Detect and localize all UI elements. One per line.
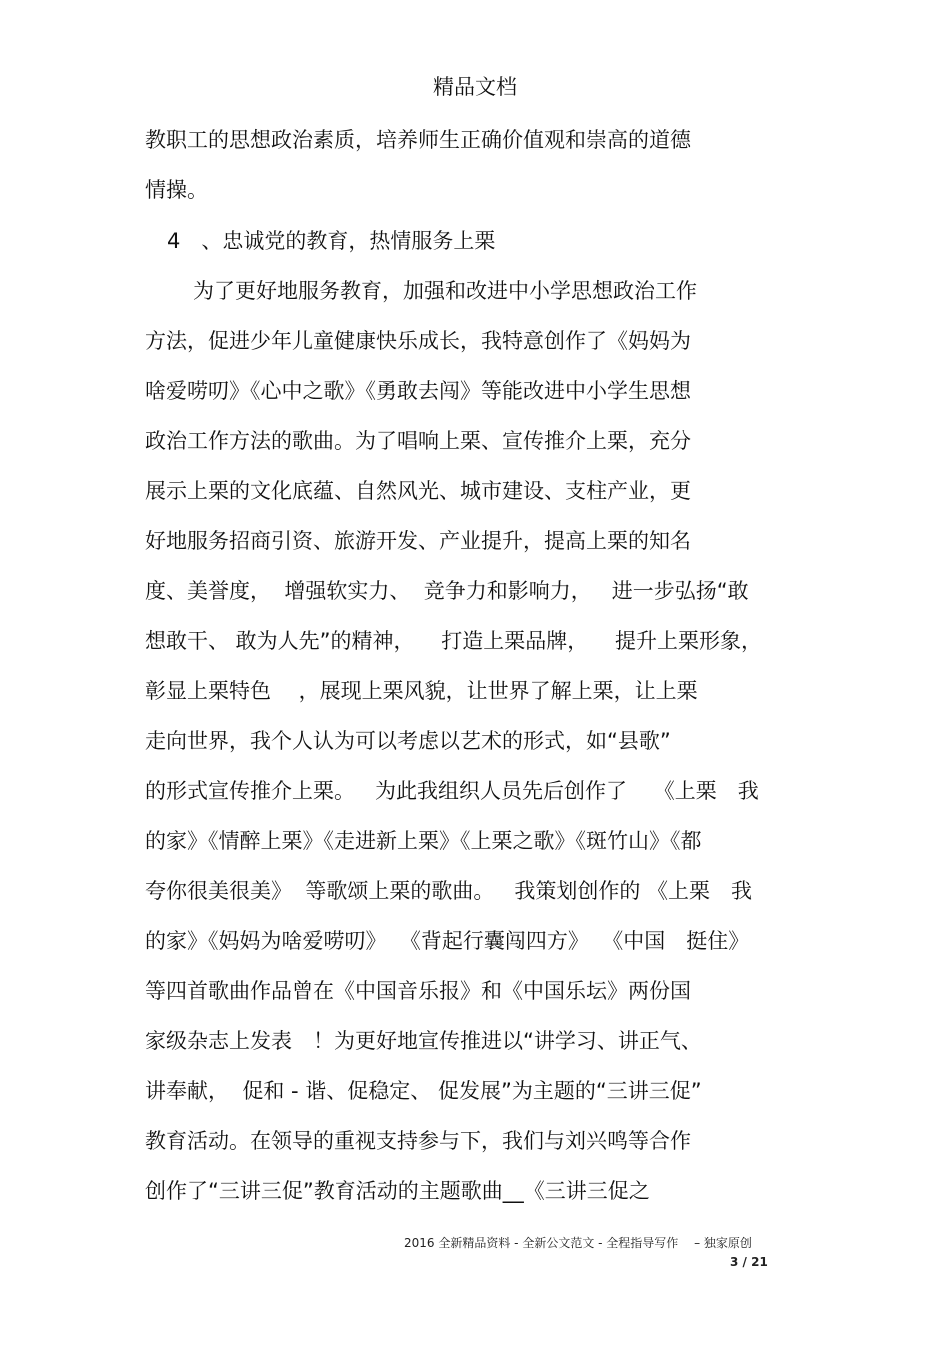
- text-line: 展示上栗的文化底蕴、自然风光、城市建设、支柱产业，更: [145, 479, 691, 503]
- text-line: 走向世界，我个人认为可以考虑以艺术的形式，如“县歌”: [145, 729, 671, 753]
- text-line: 的家》《情醉上栗》《走进新上栗》《上栗之歌》《斑竹山》《都: [145, 829, 702, 853]
- text-line: 的形式宣传推介上栗。 为此我组织人员先后创作了 《上栗 我: [145, 779, 759, 803]
- text-line: 夸你很美很美》 等歌颂上栗的歌曲。 我策划创作的 《上栗 我: [145, 879, 753, 903]
- text-line: 政治工作方法的歌曲。为了唱响上栗、宣传推介上栗，充分: [145, 429, 691, 453]
- text-line: 彰显上栗特色 ，展现上栗风貌，让世界了解上栗，让上栗: [145, 679, 698, 703]
- text-line: 的家》《妈妈为啥爱唠叨》 《背起行囊闯四方》 《中国 挺住》: [145, 929, 750, 953]
- text-line: 好地服务招商引资、旅游开发、产业提升，提高上栗的知名: [145, 529, 691, 553]
- text-line: 教职工的思想政治素质，培养师生正确价值观和崇高的道德: [145, 128, 691, 152]
- page-number: 3 / 21: [730, 1255, 768, 1269]
- text-line: 教育活动。在领导的重视支持参与下，我们与刘兴鸣等合作: [145, 1129, 691, 1153]
- text-line: 创作了“三讲三促”教育活动的主题歌曲__《三讲三促之: [145, 1179, 650, 1203]
- text-line: 度、美誉度， 增强软实力、 竞争力和影响力， 进一步弘扬“敢: [145, 579, 749, 603]
- text-line: 想敢干、 敢为人先”的精神， 打造上栗品牌， 提升上栗形象，: [145, 629, 762, 653]
- section-heading: 4 、忠诚党的教育，热情服务上栗: [167, 229, 496, 253]
- page-footer-text: 2016 全新精品资料 - 全新公文范文 - 全程指导写作 – 独家原创: [404, 1236, 752, 1250]
- page-header-title: 精品文档: [433, 75, 517, 99]
- text-line: 方法，促进少年儿童健康快乐成长，我特意创作了《妈妈为: [145, 329, 691, 353]
- text-line: 情操。: [145, 178, 208, 202]
- paragraph-first-line: 为了更好地服务教育，加强和改进中小学思想政治工作: [193, 279, 697, 303]
- text-line: 啥爱唠叨》《心中之歌》《勇敢去闯》等能改进中小学生思想: [145, 379, 691, 403]
- text-line: 家级杂志上发表 ！为更好地宣传推进以“讲学习、讲正气、: [145, 1029, 702, 1053]
- text-line: 等四首歌曲作品曾在《中国音乐报》和《中国乐坛》两份国: [145, 979, 691, 1003]
- text-line: 讲奉献， 促和 - 谐、促稳定、 促发展”为主题的“三讲三促”: [145, 1079, 702, 1103]
